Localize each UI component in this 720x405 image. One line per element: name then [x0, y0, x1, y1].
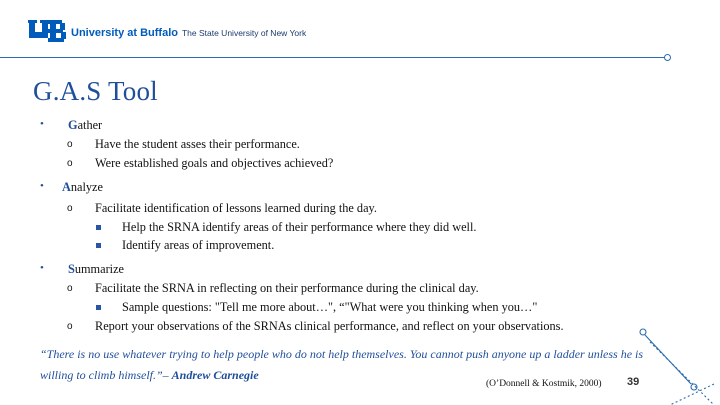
- quote-author: Andrew Carnegie: [171, 368, 259, 382]
- bullet-dot-icon: •: [40, 180, 44, 192]
- section-heading: ummarize: [74, 262, 125, 276]
- header: [28, 18, 306, 48]
- square-bullet-icon: [96, 243, 101, 248]
- list-item: [67, 201, 377, 216]
- list-item-text: Facilitate identification of lessons learned during the day.: [95, 201, 377, 215]
- sub-list-item: [96, 238, 274, 253]
- hollow-circle-bullet-icon: o: [67, 321, 73, 332]
- list-item-text: Were established goals and objectives achieved?: [95, 156, 334, 170]
- page-number: 39: [627, 376, 640, 388]
- section-first-letter: G: [68, 118, 78, 132]
- bullet-dot-icon: •: [40, 118, 44, 130]
- hollow-circle-bullet-icon: o: [67, 139, 73, 150]
- section-first-letter: S: [68, 262, 75, 276]
- hollow-circle-bullet-icon: o: [67, 203, 73, 214]
- list-item: [67, 137, 300, 152]
- list-item-text: Facilitate the SRNA in reflecting on their performance during the clinical day.: [95, 281, 479, 295]
- sub-list-item: [96, 300, 537, 315]
- decorative-lines-icon: [630, 326, 720, 405]
- square-bullet-icon: [96, 305, 101, 310]
- header-divider: [0, 57, 666, 58]
- brand-name: University at Buffalo: [71, 27, 178, 39]
- list-item-text: Have the student asses their performance.: [95, 137, 300, 151]
- slide-title: G.A.S Tool: [33, 76, 158, 106]
- ub-logo-icon: [28, 18, 68, 49]
- section-heading: ather: [77, 118, 103, 132]
- list-item: [67, 156, 333, 171]
- section-gather: [40, 118, 102, 133]
- hollow-circle-bullet-icon: o: [67, 158, 73, 169]
- square-bullet-icon: [96, 225, 101, 230]
- quote-text: “There is no use whatever trying to help people who do not help themselves. You cannot push anyone up a ladder unless he is willing to climb himself.”–: [40, 347, 644, 382]
- sub-list-item-text: Identify areas of improvement.: [122, 238, 275, 252]
- divider-end-circle: [664, 54, 671, 61]
- citation: (O’Donnell & Kostmik, 2000): [486, 379, 602, 389]
- bullet-dot-icon: •: [40, 262, 44, 274]
- sub-list-item-text: Help the SRNA identify areas of their performance where they did well.: [122, 220, 477, 234]
- list-item-text: Report your observations of the SRNAs clinical performance, and reflect on your observations.: [95, 319, 564, 333]
- list-item: [67, 281, 479, 296]
- section-first-letter: A: [62, 180, 71, 194]
- sub-list-item-text: Sample questions: "Tell me more about…", “"What were you thinking when you…": [122, 300, 538, 314]
- list-item: [67, 319, 564, 334]
- hollow-circle-bullet-icon: o: [67, 283, 73, 294]
- section-analyze: [40, 180, 103, 195]
- section-heading: nalyze: [70, 180, 103, 194]
- sub-list-item: [96, 220, 476, 235]
- brand-tagline: The State University of New York: [181, 28, 307, 38]
- section-summarize: [40, 262, 124, 277]
